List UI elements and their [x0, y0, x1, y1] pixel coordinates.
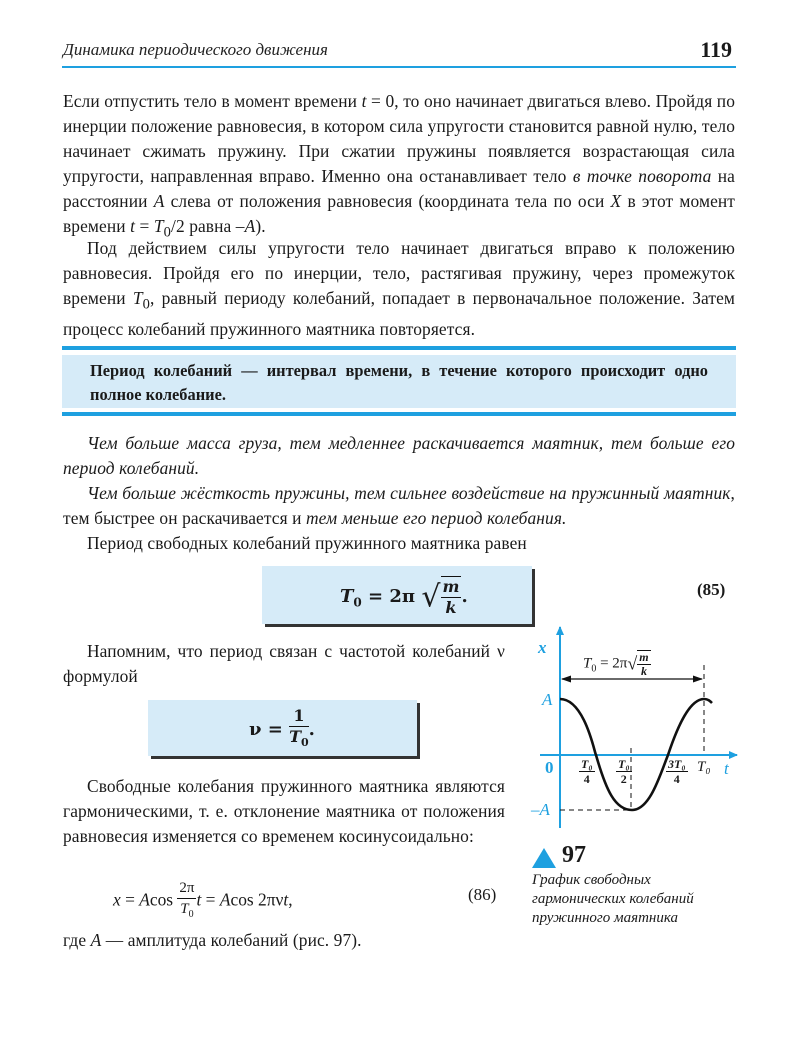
- subscript: 0: [353, 595, 362, 610]
- text: , тем быстрее он раскачивается и: [63, 483, 735, 528]
- var-T: T: [180, 901, 189, 917]
- text: =: [135, 216, 154, 236]
- var-A: A: [219, 889, 231, 910]
- definition-text: Период колебаний — интервал времени, в течение которого происходит одно полное колебание.: [90, 361, 708, 404]
- text: Если отпустить тело в момент времени: [63, 91, 362, 111]
- equals-2pi: = 2π: [596, 655, 628, 672]
- equals-2pi: = 2π: [361, 586, 416, 607]
- definition-box: [62, 346, 736, 418]
- period-mark: .: [308, 719, 315, 741]
- italic-statement: Чем больше масса груза, тем медленнее раскачивается маятник, тем больше его период колебаний.: [63, 433, 735, 478]
- denominator: 2: [620, 772, 627, 786]
- numerator: m: [442, 577, 460, 596]
- paragraph-8: [63, 928, 505, 953]
- subscript: 0: [163, 224, 172, 241]
- figure-triangle-icon: [532, 848, 556, 868]
- subscript: 0: [188, 909, 194, 920]
- text: в этот момент времени: [63, 191, 736, 236]
- text: /2 равна –: [171, 216, 245, 236]
- var-nu: ν: [497, 641, 505, 661]
- figure-number: 97: [562, 842, 586, 868]
- formula-85-box: [262, 566, 532, 624]
- nu-equals: ν =: [249, 719, 290, 741]
- text: = 0, то оно начинает двигаться влево. Пройдя по инерции положение равновесия, в котором сила упругости становится равной нулю, тело начинает сжимать пружину. При сжатии пружины появляется возрастающая сила упругости, направленная вправо. Именно она останавливает тело: [63, 91, 736, 186]
- text: ).: [255, 216, 266, 236]
- tick-3T0-over-4: [666, 757, 688, 786]
- fraction-2pi-T0: [177, 878, 196, 925]
- fraction: [616, 757, 632, 786]
- text: , равный периоду колебаний, попадает в первоначальное положение. Затем процесс колебаний пружинного маятника повторяется.: [63, 288, 735, 340]
- denominator: [177, 899, 196, 925]
- var-x: x: [113, 889, 121, 910]
- text: Под действием силы упругости тело начинает двигаться вправо к положению равновесия. Пройдя его по инерции, тело, растягивая пружину, через промежуток времени: [63, 238, 735, 308]
- text: слева от положения равновесия (координата тела по оси: [164, 191, 611, 211]
- figure-caption: График свободных гармонических колебаний пружинного маятника: [532, 872, 694, 926]
- tick-T0: T₀: [697, 759, 711, 775]
- sqrt-symbol: √: [627, 653, 638, 674]
- equals: =: [201, 889, 220, 910]
- numerator: 1: [289, 706, 309, 727]
- paragraph-4: [63, 481, 735, 531]
- italic-statement: Чем больше жёсткость пружины, тем сильнее воздействие на пружинный маятник: [87, 483, 731, 503]
- var-A: A: [90, 930, 102, 950]
- fraction-m-k: [637, 650, 650, 678]
- var-t: t: [361, 91, 367, 111]
- var-A: A: [153, 191, 165, 211]
- fraction-1-T0: [289, 706, 309, 753]
- cos: cos: [149, 889, 178, 910]
- paragraph-1: [63, 89, 735, 245]
- formula-nu: [249, 706, 315, 753]
- var-T: T: [340, 586, 354, 607]
- numerator: T₀: [581, 757, 593, 771]
- page-number: 119: [700, 37, 732, 62]
- denominator: 4: [673, 772, 680, 786]
- equation-number-86: (86): [468, 885, 497, 904]
- var-t: t: [283, 889, 289, 910]
- subscript: 0: [301, 736, 309, 750]
- text: формулой: [63, 666, 138, 686]
- definition-top-rule: [62, 346, 736, 350]
- equation-number-85: (85): [697, 580, 726, 599]
- var-A: A: [244, 216, 256, 236]
- text: Период свободных колебаний пружинного маятника равен: [87, 533, 527, 553]
- denominator: k: [640, 664, 647, 678]
- fraction: [579, 757, 595, 786]
- var-T: T: [289, 727, 302, 746]
- tick-T0-over-4: [579, 757, 595, 786]
- text: Напомним, что период связан с частотой колебаний: [87, 641, 498, 661]
- amplitude-label: A: [542, 690, 553, 709]
- paragraph-7: [63, 774, 505, 849]
- var-T: T: [132, 288, 143, 308]
- var-T: T: [153, 216, 164, 236]
- running-header-title: Динамика периодического движения: [63, 40, 328, 59]
- equals: =: [120, 889, 140, 910]
- header-rule: [62, 66, 736, 68]
- paragraph-3: [63, 431, 735, 481]
- formula-86: [113, 878, 293, 925]
- term-turning-point: в точке поворота: [572, 166, 712, 186]
- period-mark: .: [461, 586, 468, 607]
- cos-2pi-nu: cos 2πν: [230, 889, 284, 910]
- denominator: 4: [583, 772, 590, 786]
- italic-statement: тем меньше его период колебания.: [306, 508, 567, 528]
- fraction-m-k: [441, 576, 462, 618]
- var-t: t: [196, 889, 202, 910]
- formula-nu-box: [148, 700, 417, 756]
- subscript: 0: [591, 663, 597, 675]
- text: — амплитуда колебаний (рис. 97).: [101, 930, 362, 950]
- var-A: A: [139, 889, 150, 910]
- paragraph-5: [63, 531, 735, 556]
- paragraph-2: [63, 236, 735, 342]
- text: где: [63, 930, 91, 950]
- text: Свободные колебания пружинного маятника являются гармоническими, т. е. отклонение маятника от положения равновесия изменяется со временем косинусоидально:: [63, 776, 505, 846]
- paragraph-6: [63, 639, 505, 689]
- denominator: [289, 727, 309, 753]
- x-axis-label: x: [538, 638, 547, 657]
- neg-amplitude-label: –A: [531, 800, 550, 819]
- subscript: 0: [142, 296, 150, 313]
- numerator: T₀: [618, 757, 630, 771]
- tick-T0-over-2: [616, 757, 632, 786]
- formula-85: [340, 576, 468, 618]
- var-T: T: [583, 655, 592, 672]
- t-axis-label: t: [724, 759, 729, 778]
- numerator: m: [639, 650, 649, 664]
- sqrt-symbol: √: [421, 579, 441, 615]
- var-t: t: [130, 216, 136, 236]
- period-formula-label: [583, 650, 651, 678]
- fraction: [666, 757, 688, 786]
- var-X: X: [610, 191, 622, 211]
- origin-label: 0: [545, 758, 554, 777]
- text: на расстоянии: [63, 166, 735, 211]
- numerator: 3T₀: [668, 757, 686, 771]
- comma: ,: [288, 889, 293, 910]
- definition-bottom-rule: [62, 412, 736, 416]
- numerator: 2π: [177, 878, 196, 899]
- denominator: k: [445, 598, 457, 617]
